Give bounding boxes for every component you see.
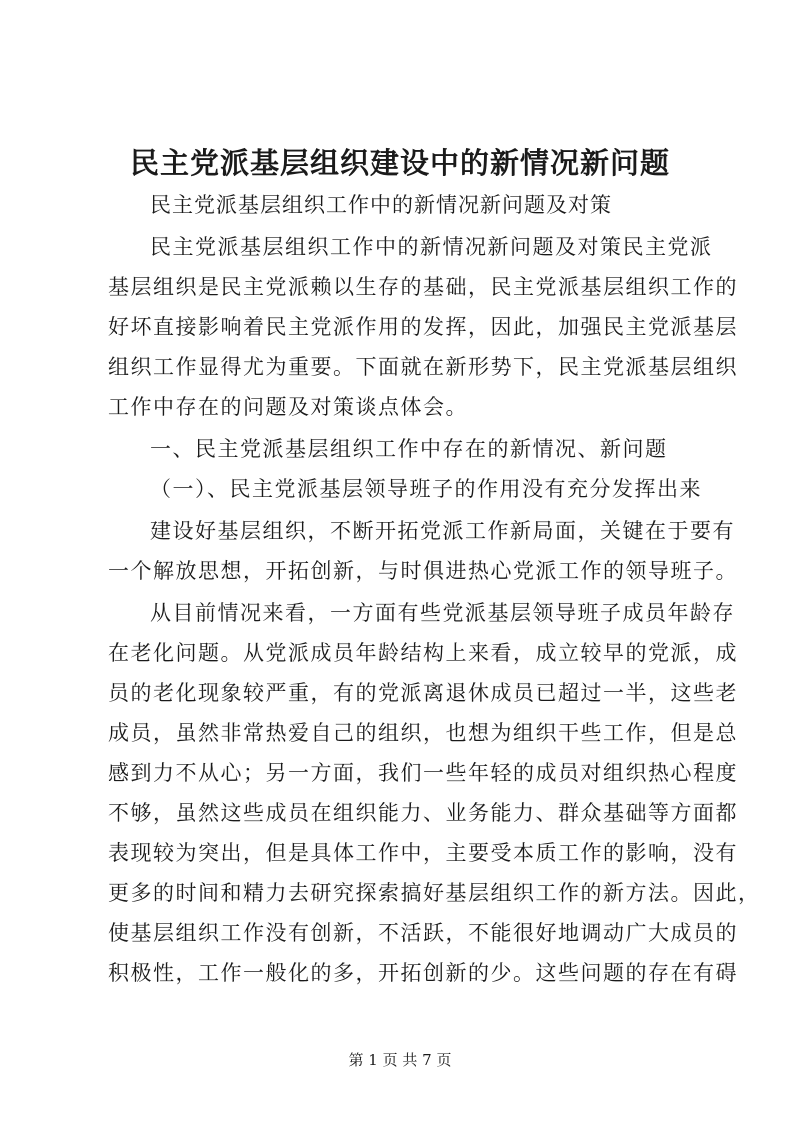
paragraph-line: 组织工作显得尤为重要。下面就在新形势下，民主党派基层组织 [108,355,738,379]
paragraph-line: 好坏直接影响着民主党派作用的发挥，因此，加强民主党派基层 [108,315,738,339]
page-number: 第 1 页 共 7 页 [348,1051,452,1069]
paragraph-line: 不够，虽然这些成员在组织能力、业务能力、群众基础等方面都 [108,801,738,825]
paragraph-line: 基层组织是民主党派赖以生存的基础，民主党派基层组织工作的 [108,275,738,299]
paragraph-line: 在老化问题。从党派成员年龄结构上来看，成立较早的党派，成 [108,641,738,665]
subsection-heading: （一）、民主党派基层领导班子的作用没有充分发挥出来 [150,477,702,501]
paragraph-line: 民主党派基层组织工作中的新情况新问题及对策民主党派 [150,235,713,259]
paragraph-line: 更多的时间和精力去研究探索搞好基层组织工作的新方法。因此， [108,881,761,905]
paragraph-line: 使基层组织工作没有创新，不活跃，不能很好地调动广大成员的 [108,921,738,945]
paragraph-line: 表现较为突出，但是具体工作中，主要受本质工作的影响，没有 [108,841,738,865]
paragraph-line: 从目前情况来看，一方面有些党派基层领导班子成员年龄存 [150,601,735,625]
paragraph-line: 一个解放思想，开拓创新，与时俱进热心党派工作的领导班子。 [108,559,738,583]
paragraph-line: 建设好基层组织，不断开拓党派工作新局面，关键在于要有 [150,519,735,543]
paragraph-line: 工作中存在的问题及对策谈点体会。 [108,395,468,419]
paragraph-line: 积极性，工作一般化的多，开拓创新的少。这些问题的存在有碍 [108,961,738,985]
document-subtitle: 民主党派基层组织工作中的新情况新问题及对策 [150,193,612,217]
section-heading: 一、民主党派基层组织工作中存在的新情况、新问题 [150,437,668,461]
document-title: 民主党派基层组织建设中的新情况新问题 [129,146,670,180]
paragraph-line: 员的老化现象较严重，有的党派离退休成员已超过一半，这些老 [108,681,738,705]
paragraph-line: 成员，虽然非常热爱自己的组织，也想为组织干些工作，但是总 [108,721,738,745]
paragraph-line: 感到力不从心；另一方面，我们一些年轻的成员对组织热心程度 [108,761,738,785]
